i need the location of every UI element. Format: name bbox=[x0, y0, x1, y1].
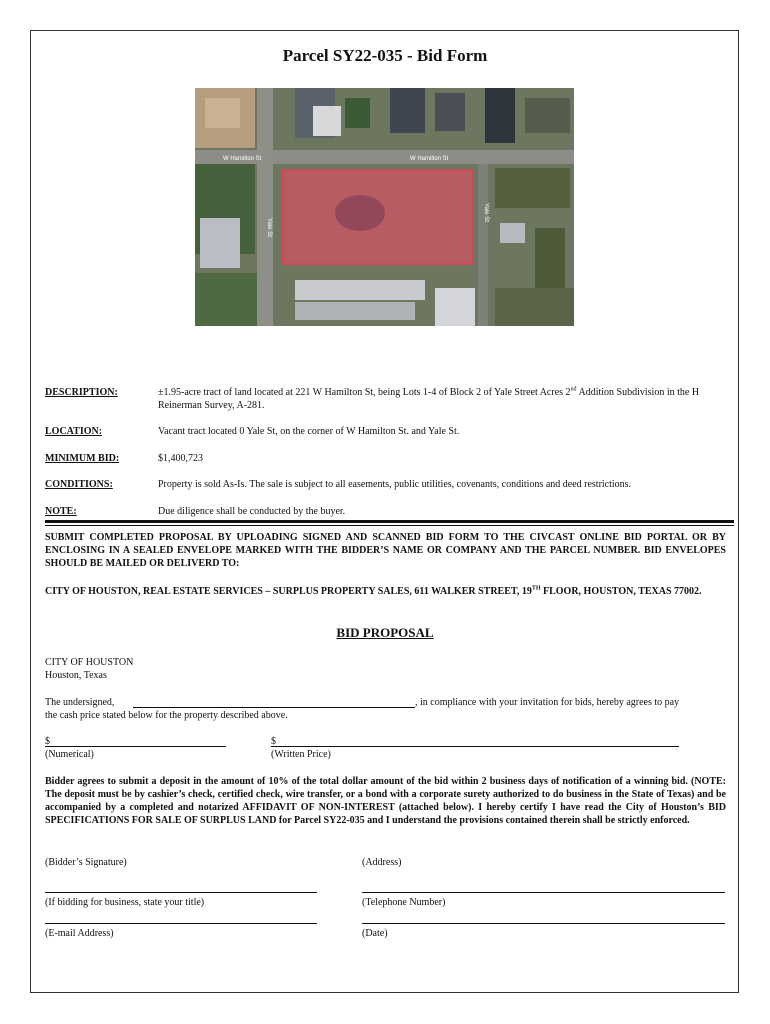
written-price-label: (Written Price) bbox=[271, 749, 331, 760]
map-street-label: Yale St bbox=[483, 203, 489, 222]
mailing-address: CITY OF HOUSTON, REAL ESTATE SERVICES – SURPLUS PROPERTY SALES, 611 WALKER STREET, 19TH FLOOR, HOUSTON, TEXAS 77002. bbox=[45, 585, 702, 597]
location-label: LOCATION: bbox=[45, 426, 103, 437]
title-field[interactable] bbox=[45, 892, 317, 893]
note-value: Due diligence shall be conducted by the buyer. bbox=[158, 506, 346, 517]
description-value: ±1.95-acre tract of land located at 221 W Hamilton St, being Lots 1-4 of Block 2 of Yale Street Acres 2nd Addition Subdivision in the H Reinerman Survey, A-281. bbox=[158, 386, 700, 411]
deposit-agreement: Bidder agrees to submit a deposit in the amount of 10% of the total dollar amount of the bid within 2 business days of notification of a winning bid. (NOTE: The deposit must be by cashier’s check, certified check, wire transfer, or a bond with a corporate surety authorized to do business in the State of Texas) and be accompanied by a completed and notarized AFFIDAVIT OF NON-INTEREST (attached below). I hereby certify I have read the City of Houston’s BID SPECIFICATIONS FOR SALE OF SURPLUS LAND for Parcel SY22-035 and I understand the provisions contained therein shall be strictly enforced. bbox=[45, 776, 726, 826]
bidder-name-field[interactable] bbox=[133, 707, 415, 708]
page-title: Parcel SY22-035 - Bid Form bbox=[282, 46, 488, 65]
title-label: (If bidding for business, state your title) bbox=[45, 897, 205, 908]
email-field[interactable] bbox=[45, 923, 317, 924]
minimum-bid-label: MINIMUM BID: bbox=[45, 453, 120, 464]
undersigned-text: , in compliance with your invitation for bids, hereby agrees to pay bbox=[415, 697, 680, 708]
map-street-label: W Hamilton St bbox=[223, 156, 262, 162]
signature-label: (Bidder’s Signature) bbox=[45, 857, 127, 868]
telephone-field[interactable] bbox=[362, 892, 725, 893]
city-name: CITY OF HOUSTON bbox=[45, 657, 134, 668]
map-street-label: W Hamilton St bbox=[410, 156, 449, 162]
conditions-label: CONDITIONS: bbox=[45, 479, 113, 490]
bid-proposal-heading: BID PROPOSAL bbox=[336, 625, 434, 640]
undersigned-label: The undersigned, bbox=[45, 697, 115, 708]
numerical-label: (Numerical) bbox=[45, 749, 94, 760]
description-row bbox=[45, 386, 725, 416]
date-label: (Date) bbox=[362, 928, 388, 939]
date-field[interactable] bbox=[362, 923, 725, 924]
conditions-value: Property is sold As-Is. The sale is subject to all easements, public utilities, covenants, conditions and deed restrictions. bbox=[158, 479, 632, 490]
dollar-sign: $ bbox=[271, 736, 276, 747]
numerical-price-field[interactable] bbox=[45, 746, 226, 747]
note-label: NOTE: bbox=[45, 506, 77, 517]
email-label: (E-mail Address) bbox=[45, 928, 114, 939]
undersigned-text-line2: the cash price stated below for the property described above. bbox=[45, 710, 288, 721]
map-street-label: Yale St bbox=[266, 218, 272, 237]
description-label: DESCRIPTION: bbox=[45, 387, 118, 398]
submit-instructions: SUBMIT COMPLETED PROPOSAL BY UPLOADING SIGNED AND SCANNED BID FORM TO THE CIVCAST ONLINE BID PORTAL OR BY ENCLOSING IN A SEALED ENVELOPE MARKED WITH THE BIDDER’S NAME OR COMPANY AND THE PARCEL NUMBER. BID ENVELOPES SHOULD BE MAILED OR DELIVERD TO: bbox=[45, 532, 726, 569]
minimum-bid-value: $1,400,723 bbox=[158, 453, 203, 464]
aerial-map-image bbox=[195, 88, 574, 326]
written-price-field[interactable] bbox=[271, 746, 679, 747]
aerial-map-svg bbox=[195, 88, 574, 326]
location-value: Vacant tract located 0 Yale St, on the corner of W Hamilton St. and Yale St. bbox=[158, 426, 460, 437]
divider bbox=[45, 520, 734, 523]
telephone-label: (Telephone Number) bbox=[362, 897, 446, 908]
dollar-sign: $ bbox=[45, 736, 50, 747]
divider bbox=[45, 525, 734, 526]
address-label: (Address) bbox=[362, 857, 402, 868]
city-state: Houston, Texas bbox=[45, 670, 107, 681]
